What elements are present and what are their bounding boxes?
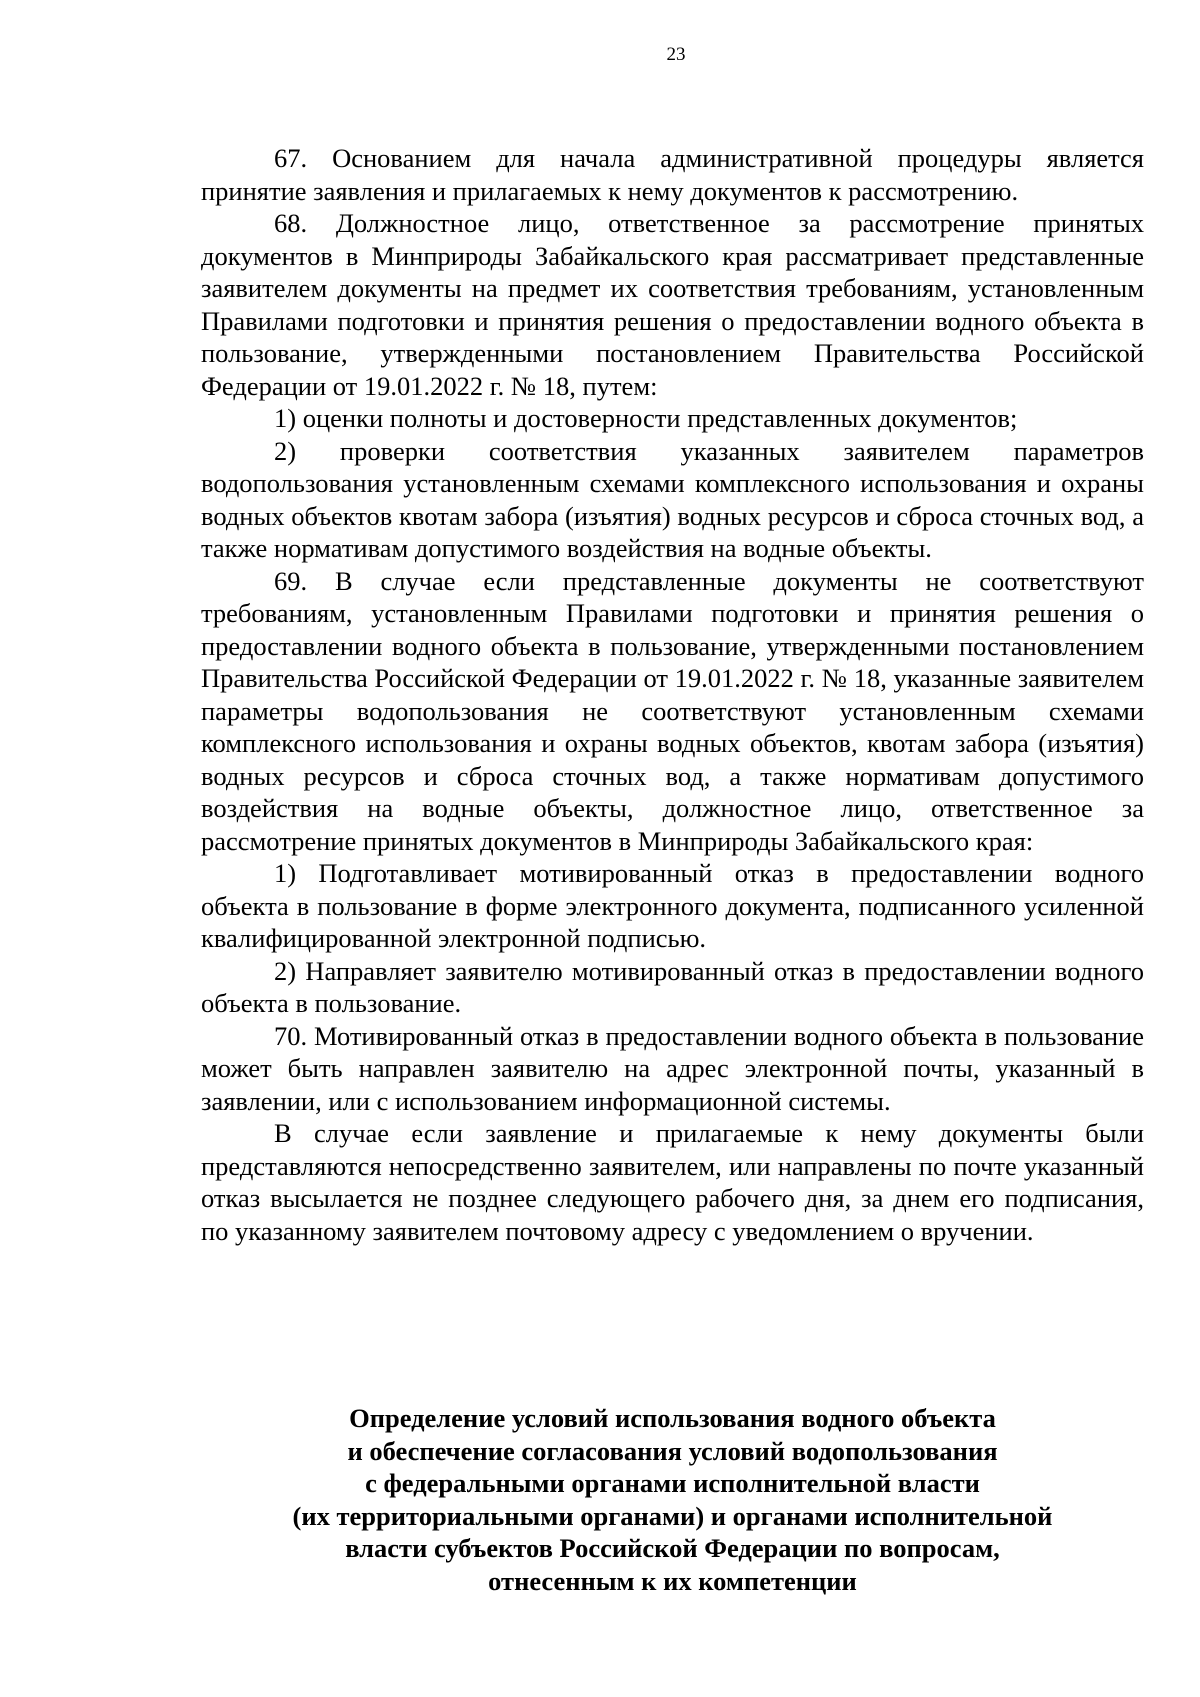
- paragraph-68: 68. Должностное лицо, ответственное за рассмотрение принятых документов в Минприроды Забайкальского края рассматривает представленные заявителем документы на предмет их соответствия требованиям, установленным Правилами подготовки и принятия решения о предоставлении водного объекта в пользование, утвержденными постановлением Правительства Российской Федерации от 19.01.2022 г. № 18, путем:: [201, 208, 1144, 401]
- paragraph-70: 70. Мотивированный отказ в предоставлении водного объекта в пользование может быть направлен заявителю на адрес электронной почты, указанный в заявлении, или с использованием информационной системы.: [201, 1020, 1144, 1116]
- heading-line: Определение условий использования водного объекта: [349, 1403, 996, 1433]
- paragraph-69-item-2: 2) Направляет заявителю мотивированный отказ в предоставлении водного объекта в пользование.: [201, 955, 1144, 1018]
- page-number: 23: [666, 44, 686, 65]
- paragraph-67: 67. Основанием для начала административной процедуры является принятие заявления и прилагаемых к нему документов к рассмотрению.: [201, 143, 1144, 206]
- paragraph-69-item-1: 1) Подготавливает мотивированный отказ в предоставлении водного объекта в пользование в форме электронного документа, подписанного усиленной квалифицированной электронной подписью.: [201, 858, 1144, 953]
- heading-line: власти субъектов Российской Федерации по вопросам,: [345, 1533, 1000, 1563]
- heading-line: отнесенным к их компетенции: [488, 1565, 857, 1596]
- section-heading: [201, 1402, 1144, 1597]
- paragraph-69: 69. В случае если представленные документы не соответствуют требованиям, установленным Правилами подготовки и принятия решения о предоставлении водного объекта в пользование, утвержденными постановлением Правительства Российской Федерации от 19.01.2022 г. № 18, указанные заявителем параметры водопользования не соответствуют установленным схемами комплексного использования и охраны водных объектов, квотам забора (изъятия) водных ресурсов и сброса сточных вод, а также нормативам допустимого воздействия на водные объекты, должностное лицо, ответственное за рассмотрение принятых документов в Минприроды Забайкальского края:: [201, 565, 1144, 856]
- heading-line: и обеспечение согласования условий водопользования: [347, 1435, 998, 1466]
- paragraph-68-item-2: 2) проверки соответствия указанных заявителем параметров водопользования установленным схемами комплексного использования и охраны водных объектов квотам забора (изъятия) водных ресурсов и сброса сточных вод, а также нормативам допустимого воздействия на водные объекты.: [201, 435, 1144, 563]
- heading-line: (их территориальными органами) и органами исполнительной: [292, 1500, 1053, 1531]
- paragraph-70-continued: В случае если заявление и прилагаемые к нему документы были представляются непосредственно заявителем, или направлены по почте указанный отказ высылается не позднее следующего рабочего дня, за днем его подписания, по указанному заявителем почтовому адресу с уведомлением о вручении.: [201, 1118, 1144, 1246]
- paragraph-68-item-1: 1) оценки полноты и достоверности представленных документов;: [274, 403, 1018, 433]
- heading-line: с федеральными органами исполнительной власти: [365, 1468, 980, 1498]
- body-text: [201, 142, 1144, 1247]
